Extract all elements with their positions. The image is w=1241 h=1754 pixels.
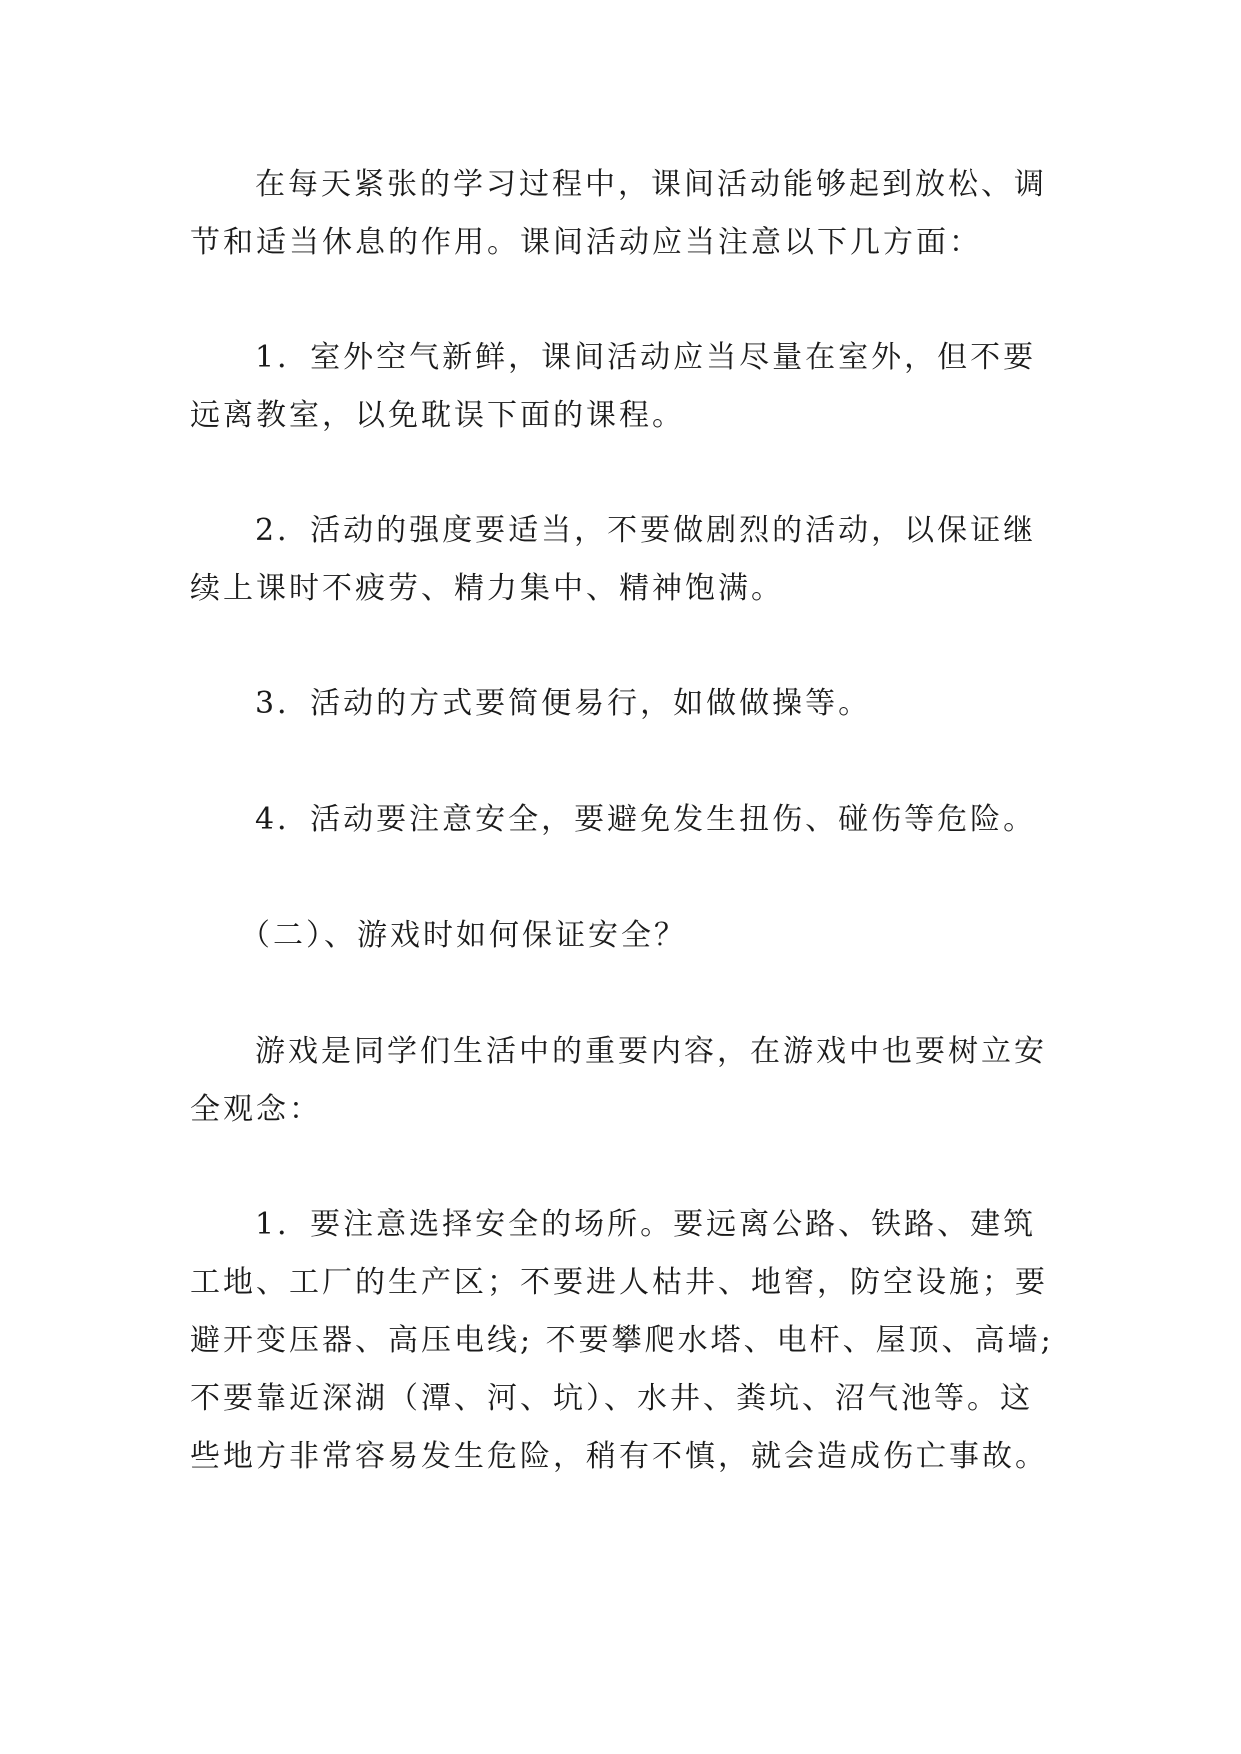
list-item-1: [190, 329, 1070, 445]
paragraph-line: 2．活动的强度要适当，不要做剧烈的活动，以保证继: [255, 513, 1037, 548]
paragraph-games: [190, 1023, 1070, 1139]
list-item-4: [190, 791, 1070, 849]
paragraph-intro: [190, 156, 1070, 272]
section-heading-text: （二）、游戏时如何保证安全？: [240, 918, 687, 953]
paragraph-line: 全观念：: [190, 1092, 322, 1127]
paragraph-line: 在每天紧张的学习过程中，课间活动能够起到放松、调: [255, 167, 1047, 202]
section-heading: [190, 907, 1070, 965]
paragraph-line: 1．室外空气新鲜，课间活动应当尽量在室外，但不要: [255, 340, 1037, 375]
paragraph-line: 些地方非常容易发生危险，稍有不慎，就会造成伤亡事故。: [190, 1439, 1048, 1474]
paragraph-line: 节和适当休息的作用。课间活动应当注意以下几方面：: [190, 225, 982, 260]
paragraph-line: 工地、工厂的生产区；不要进人枯井、地窖，防空设施；要: [190, 1265, 1048, 1300]
paragraph-line: 1．要注意选择安全的场所。要远离公路、铁路、建筑: [255, 1207, 1037, 1242]
list-item-3: [190, 675, 1070, 733]
paragraph-line: 避开变压器、高压电线; 不要攀爬水塔、电杆、屋顶、高墙;: [190, 1323, 1054, 1358]
list-item-2: [190, 502, 1070, 618]
paragraph-line: 远离教室，以免耽误下面的课程。: [190, 398, 685, 433]
paragraph-line: 4．活动要注意安全，要避免发生扭伤、碰伤等危险。: [255, 802, 1037, 837]
paragraph-line: 续上课时不疲劳、精力集中、精神饱满。: [190, 571, 784, 606]
paragraph-line: 不要靠近深湖（潭、河、坑）、水井、粪坑、沼气池等。这: [190, 1381, 1033, 1416]
paragraph-line: 游戏是同学们生活中的重要内容，在游戏中也要树立安: [255, 1034, 1047, 1069]
paragraph-line: 3．活动的方式要简便易行，如做做操等。: [255, 686, 872, 721]
list-item-games-1: [190, 1196, 1070, 1486]
